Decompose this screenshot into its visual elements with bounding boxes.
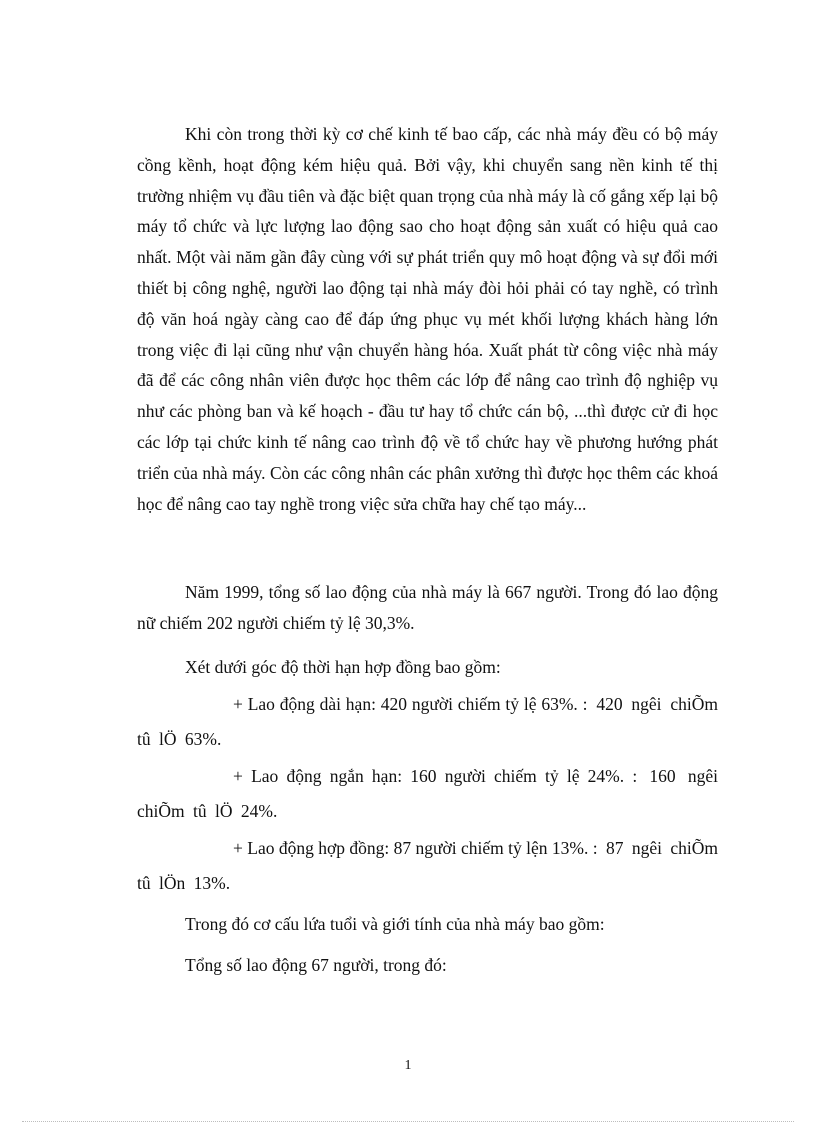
list-item-long-term: [137, 687, 718, 757]
total-labor-line: Tổng số lao động 67 người, trong đó:: [185, 955, 447, 975]
body-paragraph-1: Khi còn trong thời kỳ cơ chế kinh tế bao cấp, các nhà máy đều có bộ máy cồng kềnh, hoạt động kém hiệu quả. Bởi vậy, khi chuyển sang nền kinh tế thị trường nhiệm vụ đầu tiên và đặc biệt quan trọng của nhà máy là cố gắng xếp lại bộ máy tổ chức và lực lượng lao động sao cho hoạt động sản xuất có hiệu quả cao nhất. Một vài năm gần đây cùng với sự phát triển quy mô hoạt động và sự đổi mới thiết bị công nghệ, người lao động tại nhà máy đòi hỏi phải có tay nghề, có trình độ văn hoá ngày càng cao để đáp ứng phục vụ mét khối lượng khách hàng lớn trong việc đi lại cũng như vận chuyển hàng hóa. Xuất phát từ công việc nhà máy đã để các công nhân viên được học thêm các lớp để nâng cao trình độ nghiệp vụ như các phòng ban và kế hoạch - đầu tư hay tổ chức cán bộ, ...thì được cử đi học các lớp tại chức kinh tế nâng cao trình độ về tổ chức hay về phương hướng phát triển của nhà máy. Còn các công nhân các phân xưởng thì được học thêm các khoá học để nâng cao tay nghề trong việc sửa chữa hay chế tạo máy...: [137, 124, 718, 514]
contract-intro: Xét dưới góc độ thời hạn hợp đồng bao gồm:: [185, 657, 501, 677]
body-paragraph-2: Năm 1999, tổng số lao động của nhà máy là 667 người. Trong đó lao động nữ chiếm 202 người chiếm tỷ lệ 30,3%.: [137, 582, 718, 633]
list-item-short-term: [137, 759, 718, 829]
list-item-text: + Lao động hợp đồng: 87 người chiếm tỷ lện 13%.: [233, 838, 589, 858]
list-item-tail: : 420 ngêi chiÕm tû lÖ 63%.: [137, 694, 719, 749]
list-item-text: + Lao động ngắn hạn: 160 người chiếm tỷ lệ 24%.: [233, 766, 625, 786]
structure-intro: Trong đó cơ cấu lứa tuổi và giới tính của nhà máy bao gồm:: [185, 914, 605, 934]
list-item-text: + Lao động dài hạn: 420 người chiếm tỷ lệ 63%.: [233, 694, 578, 714]
list-item-contract: [137, 831, 718, 901]
page-number: 1: [404, 1058, 412, 1073]
footer-divider: [22, 1121, 794, 1122]
list-item-tail: : 87 ngêi chiÕm tû lÖn 13%.: [137, 838, 719, 893]
list-item-tail: : 160 ngêi chiÕm tû lÖ 24%.: [137, 766, 719, 821]
